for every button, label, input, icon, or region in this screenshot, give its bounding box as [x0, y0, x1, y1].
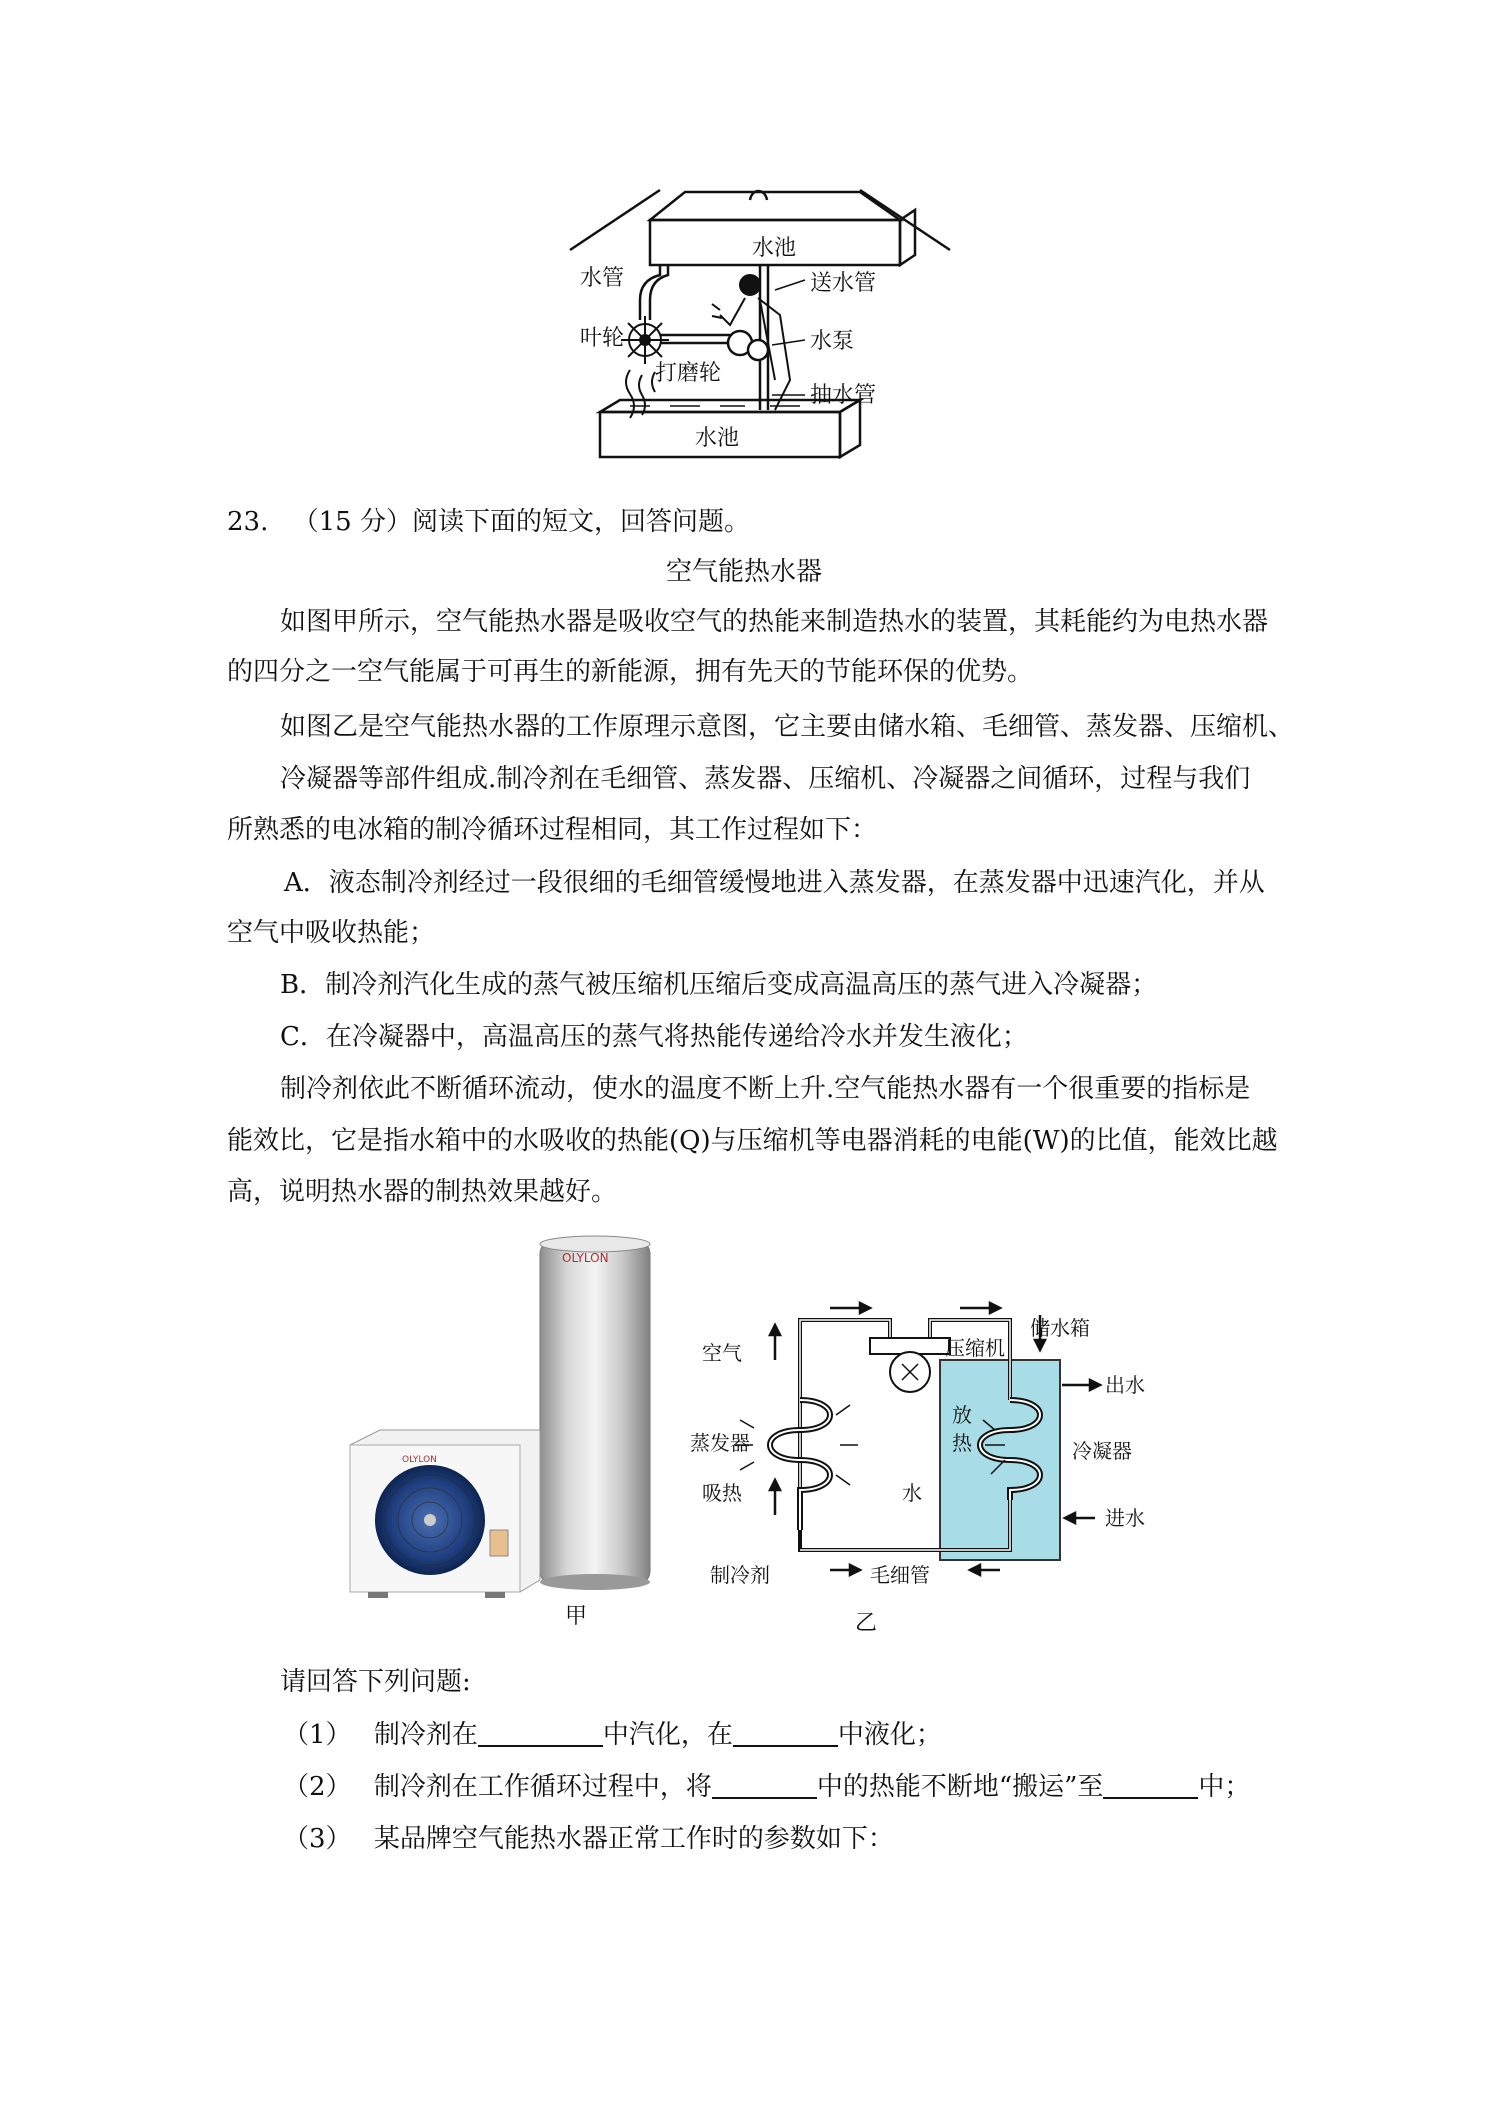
caption-yi: 乙 — [855, 1611, 878, 1636]
article-title: 空气能热水器 — [665, 557, 822, 587]
pump-label: 水泵 — [810, 329, 855, 354]
paragraph-3b: 能效比，它是指水箱中的水吸收的热能(Q)与压缩机等电器消耗的电能(W)的比值，能效比越 — [227, 1126, 1278, 1156]
q1-text-a: 制冷剂在 — [373, 1720, 478, 1750]
water-out-label: 出水 — [1105, 1373, 1145, 1397]
step-c: C．在冷凝器中，高温高压的蒸气将热能传递给冷水并发生液化； — [280, 1022, 1028, 1052]
q2-blank-2[interactable] — [1103, 1771, 1198, 1799]
suction-pipe-label: 抽水管 — [810, 383, 877, 408]
air-label: 空气 — [702, 1341, 742, 1365]
paragraph-3c: 高，说明热水器的制热效果越好。 — [227, 1177, 618, 1207]
release-heat-label-2: 热 — [952, 1431, 972, 1455]
q1-text-b: 中汽化，在 — [602, 1720, 733, 1750]
question-3 — [283, 1822, 894, 1856]
q2-number: （2） — [283, 1772, 352, 1802]
paragraph-1a: 如图甲所示，空气能热水器是吸收空气的热能来制造热水的装置，其耗能约为电热水器 — [280, 607, 1269, 637]
paragraph-2b: 冷凝器等部件组成.制冷剂在毛细管、蒸发器、压缩机、冷凝器之间循环，过程与我们 — [280, 764, 1251, 794]
q2-text-c: 中； — [1198, 1772, 1251, 1802]
paragraph-2a: 如图乙是空气能热水器的工作原理示意图，它主要由储水箱、毛细管、蒸发器、压缩机、 — [280, 712, 1295, 742]
unit-brand: OLYLON — [402, 1455, 437, 1465]
q3-number: （3） — [283, 1824, 352, 1854]
release-heat-label-1: 放 — [952, 1403, 972, 1427]
water-in-label: 进水 — [1105, 1506, 1145, 1530]
send-pipe-label: 送水管 — [810, 271, 877, 296]
figure-yi — [690, 1300, 1170, 1640]
step-b: B．制冷剂汽化生成的蒸气被压缩机压缩后变成高温高压的蒸气进入冷凝器； — [280, 970, 1158, 1000]
step-a-line-2: 空气中吸收热能； — [227, 918, 436, 948]
paragraph-2c: 所熟悉的电冰箱的制冷循环过程相同，其工作过程如下： — [227, 815, 878, 845]
grinder-label: 打磨轮 — [655, 361, 722, 386]
bottom-pool-label: 水池 — [695, 426, 740, 451]
q1-blank-1[interactable] — [478, 1719, 603, 1747]
condenser-label: 冷凝器 — [1072, 1439, 1132, 1463]
q2-blank-1[interactable] — [712, 1771, 817, 1799]
question-header — [227, 505, 750, 539]
question-number: 23. — [227, 507, 269, 537]
q3-text-a: 某品牌空气能热水器正常工作时的参数如下： — [373, 1824, 894, 1854]
question-2 — [283, 1770, 1250, 1804]
question-1 — [283, 1718, 942, 1752]
tank-brand: OLYLON — [562, 1251, 609, 1265]
absorb-heat-label: 吸热 — [702, 1481, 742, 1505]
tank-label: 储水箱 — [1030, 1316, 1090, 1340]
water-label: 水 — [902, 1481, 922, 1505]
question-score: （15 分）阅读下面的短文，回答问题。 — [292, 507, 750, 537]
figure-jia — [340, 1230, 670, 1630]
water-pipe-label: 水管 — [580, 266, 625, 291]
compressor-label: 压缩机 — [945, 1336, 1005, 1360]
pump — [728, 331, 768, 360]
q1-text-c: 中液化； — [837, 1720, 942, 1750]
top-pool-label: 水池 — [752, 236, 797, 261]
paragraph-3a: 制冷剂依此不断循环流动，使水的温度不断上升.空气能热水器有一个很重要的指标是 — [280, 1074, 1251, 1104]
water-tank — [540, 1236, 650, 1590]
impeller-label: 叶轮 — [580, 326, 625, 351]
impeller — [621, 316, 669, 364]
step-a-line-1: A．液态制冷剂经过一段很细的毛细管缓慢地进入蒸发器，在蒸发器中迅速汽化，并从 — [284, 868, 1265, 898]
label-pointers — [772, 280, 805, 395]
outdoor-unit — [350, 1430, 540, 1598]
evaporator-label: 蒸发器 — [690, 1431, 750, 1455]
compressor — [870, 1338, 950, 1392]
figure-water-wheel — [560, 180, 960, 490]
caption-jia: 甲 — [565, 1604, 588, 1629]
capillary-label: 毛细管 — [870, 1563, 930, 1587]
q2-text-a: 制冷剂在工作循环过程中，将 — [373, 1772, 712, 1802]
q1-number: （1） — [283, 1720, 352, 1750]
answers-intro: 请回答下列问题: — [280, 1667, 471, 1697]
q1-blank-2[interactable] — [733, 1719, 838, 1747]
paragraph-1b: 的四分之一空气能属于可再生的新能源，拥有先天的节能环保的优势。 — [227, 657, 1034, 687]
q2-text-b: 中的热能不断地“搬运”至 — [816, 1772, 1104, 1802]
refrigerant-label: 制冷剂 — [710, 1563, 770, 1587]
